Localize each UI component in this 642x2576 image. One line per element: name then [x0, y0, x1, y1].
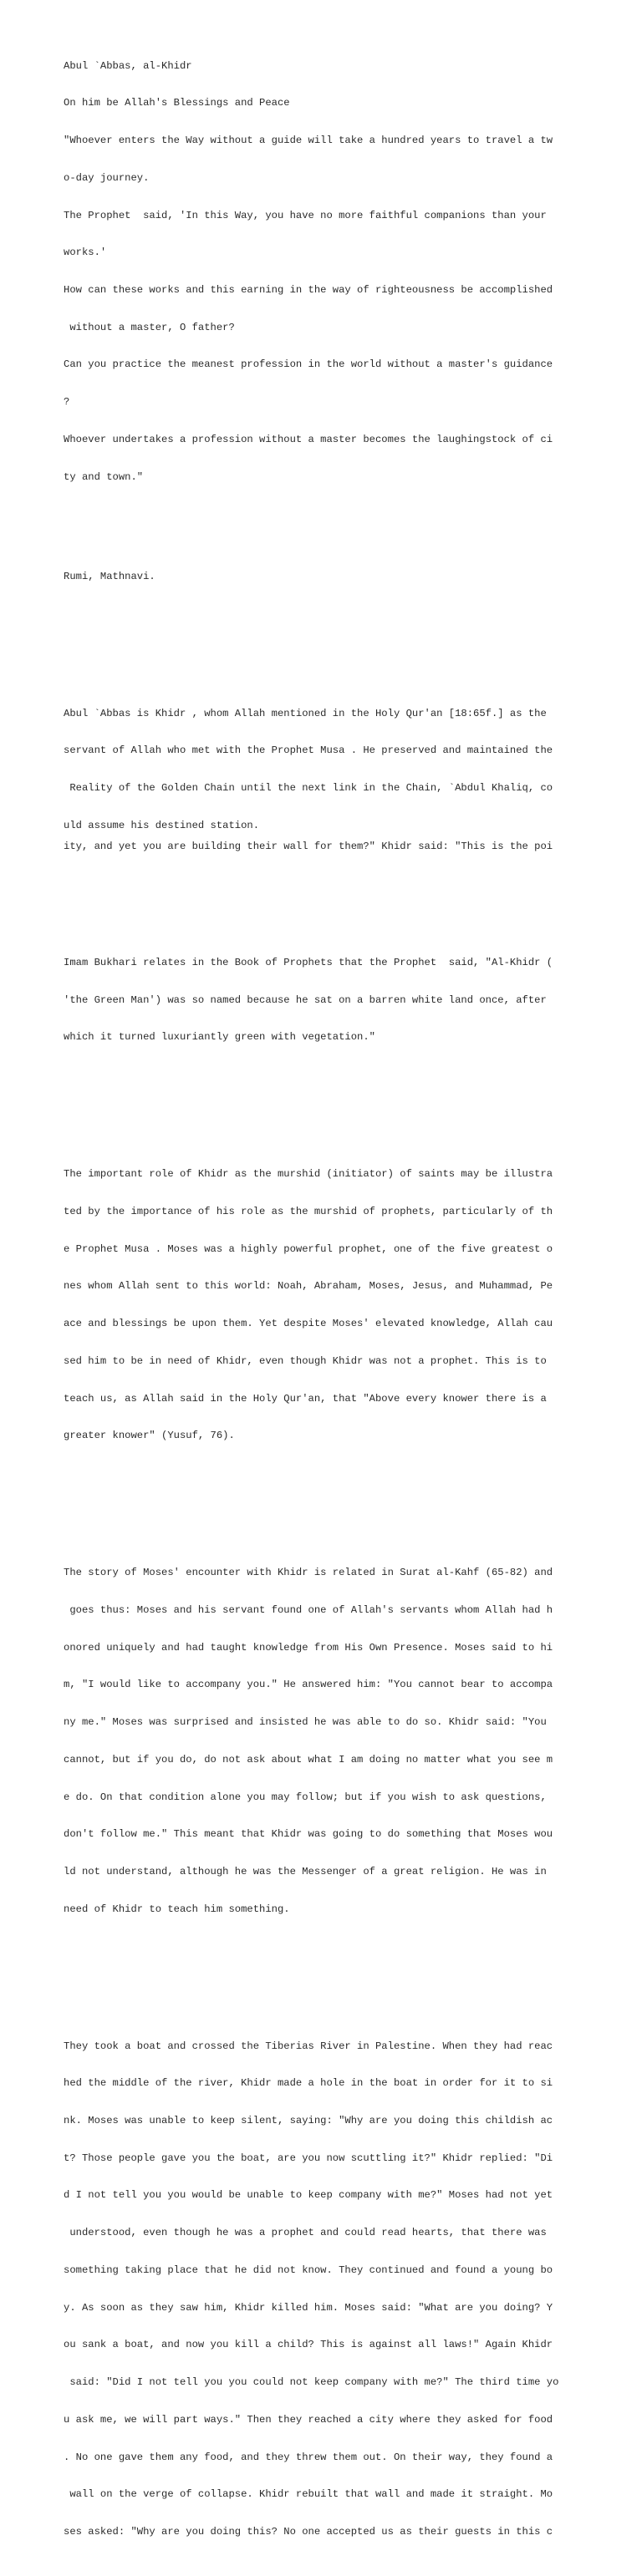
paragraph — [64, 1143, 615, 1467]
paragraph-line: sed him to be in need of Khidr, even though Khidr was not a prophet. This is to — [64, 1354, 547, 1367]
spacer — [64, 1094, 615, 1106]
paragraph-line: t? Those people gave you the boat, are you now scuttling it?" Khidr replied: "Di — [64, 2152, 553, 2164]
epigraph-line: ? — [64, 396, 70, 409]
spacer — [64, 607, 615, 645]
paragraph-line: goes thus: Moses and his servant found one of Allah's servants whom Allah had h — [64, 1603, 553, 1616]
paragraph-line: ld not understand, although he was the Messenger of a great religion. He was in — [64, 1865, 547, 1877]
paragraph-line: hed the middle of the river, Khidr made a hole in the boat in order for it to si — [64, 2077, 553, 2090]
paragraph-line: don't follow me." This meant that Khidr was going to do something that Moses wou — [64, 1828, 553, 1841]
paragraph — [64, 932, 615, 1069]
paragraph-line: understood, even though he was a prophet and could read hearts, that there was — [64, 2227, 547, 2239]
spacer — [64, 882, 615, 894]
paragraph — [64, 1542, 615, 1940]
paragraph-line: teach us, as Allah said in the Holy Qur'an, that "Above every knower there is a — [64, 1392, 547, 1405]
epigraph-line: ty and town." — [64, 470, 144, 483]
paragraph-line: which it turned luxuriantly green with vegetation." — [64, 1031, 375, 1044]
paragraph-line: ou sank a boat, and now you kill a child? This is against all laws!" Again Khidr — [64, 2339, 553, 2351]
paragraph-line: ses asked: "Why are you doing this? No one accepted us as their guests in this c — [64, 2525, 553, 2538]
paragraph-line: u ask me, we will part ways." Then they reached a city where they asked for food — [64, 2413, 553, 2426]
epigraph-line: o-day journey. — [64, 171, 150, 184]
spacer — [64, 1965, 615, 1978]
paragraph-line: 'the Green Man') was so named because he sat on a barren white land once, after — [64, 993, 547, 1006]
paragraph-line: The important role of Khidr as the murshid (initiator) of saints may be illustra — [64, 1168, 553, 1181]
paragraph-line: e do. On that condition alone you may follow; but if you wish to ask questions, — [64, 1791, 547, 1803]
epigraph-line: without a master, O father? — [64, 321, 235, 333]
epigraph-line: Can you practice the meanest profession in the world without a master's guidance — [64, 358, 553, 371]
paragraph-line: nes whom Allah sent to this world: Noah, Abraham, Moses, Jesus, and Muhammad, Pe — [64, 1280, 553, 1293]
paragraph-line: They took a boat and crossed the Tiberias River in Palestine. When they had reac — [64, 2040, 553, 2052]
next-page-continuation-line: ity, and yet you are building their wall for them?" Khidr said: "This is the poi — [64, 841, 553, 852]
paragraph-line: something taking place that he did not know. They continued and found a young bo — [64, 2264, 553, 2276]
epigraph — [64, 35, 615, 508]
paragraph-line: greater knower" (Yusuf, 76). — [64, 1430, 235, 1442]
epigraph-line: works.' — [64, 246, 107, 259]
paragraph-line: e Prophet Musa . Moses was a highly powerful prophet, one of the five greatest o — [64, 1242, 553, 1255]
epigraph-line: Abul `Abbas, al-Khidr — [64, 59, 192, 72]
epigraph-line: Whoever undertakes a profession without a master becomes the laughingstock of ci — [64, 433, 553, 445]
epigraph-line: How can these works and this earning in the way of righteousness be accomplished — [64, 283, 553, 296]
paragraph-line: servant of Allah who met with the Prophet Musa . He preserved and maintained the — [64, 744, 553, 757]
paragraph — [64, 2015, 615, 2563]
paragraph-line: Imam Bukhari relates in the Book of Prophets that the Prophet said, "Al-Khidr ( — [64, 956, 553, 968]
document-body — [64, 10, 615, 2576]
attribution: Rumi, Mathnavi. — [64, 570, 155, 582]
epigraph-line: The Prophet said, 'In this Way, you have no more faithful companions than your — [64, 209, 547, 221]
paragraph-line: uld assume his destined station. — [64, 819, 260, 831]
paragraph-line: The story of Moses' encounter with Khidr is related in Surat al-Kahf (65-82) and — [64, 1567, 553, 1579]
paragraph-line: cannot, but if you do, do not ask about what I am doing no matter what you see m — [64, 1753, 553, 1766]
paragraph-line: said: "Did I not tell you you could not keep company with me?" The third time yo — [64, 2376, 559, 2389]
paragraph-line: y. As soon as they saw him, Khidr killed him. Moses said: "What are you doing? Y — [64, 2301, 553, 2314]
paragraph-line: onored uniquely and had taught knowledge from His Own Presence. Moses said to hi — [64, 1641, 553, 1654]
paragraph-line: ted by the importance of his role as the murshid of prophets, particularly of th — [64, 1205, 553, 1217]
spacer — [64, 533, 615, 546]
epigraph-line: On him be Allah's Blessings and Peace — [64, 97, 290, 109]
paragraph-line: Abul `Abbas is Khidr , whom Allah mentioned in the Holy Qur'an [18:65f.] as the — [64, 707, 547, 719]
paragraph — [64, 683, 615, 857]
paragraph-line: ace and blessings be upon them. Yet despite Moses' elevated knowledge, Allah cau — [64, 1318, 553, 1330]
paragraph-line: wall on the verge of collapse. Khidr rebuilt that wall and made it straight. Mo — [64, 2488, 553, 2501]
paragraph-line: Reality of the Golden Chain until the next link in the Chain, `Abdul Khaliq, co — [64, 782, 553, 795]
paragraph-line: ny me." Moses was surprised and insisted he was able to do so. Khidr said: "You — [64, 1716, 547, 1729]
paragraph-line: . No one gave them any food, and they threw them out. On their way, they found a — [64, 2451, 553, 2463]
paragraph-line: d I not tell you you would be unable to keep company with me?" Moses had not yet — [64, 2189, 553, 2202]
paragraph-line: m, "I would like to accompany you." He answered him: "You cannot bear to accompa — [64, 1679, 553, 1691]
spacer — [64, 1492, 615, 1505]
epigraph-line: "Whoever enters the Way without a guide will take a hundred years to travel a tw — [64, 135, 553, 147]
paragraph-line: need of Khidr to teach him something. — [64, 1903, 290, 1915]
paragraph-line: nk. Moses was unable to keep silent, saying: "Why are you doing this childish ac — [64, 2115, 553, 2127]
